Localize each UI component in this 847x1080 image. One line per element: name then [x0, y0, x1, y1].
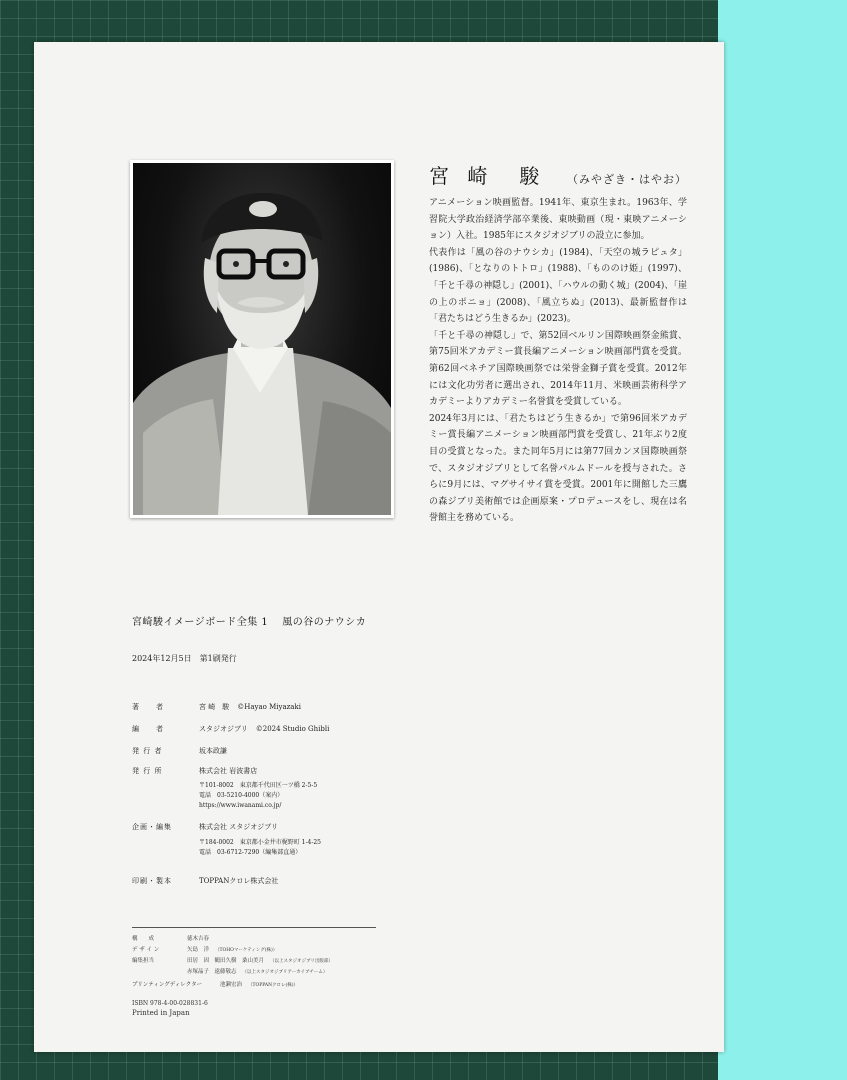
bio-header — [429, 160, 687, 189]
phone-line: 電話 03-6712-7290（編集部直通） — [199, 849, 302, 856]
credit-label: 発 行 者 — [132, 747, 163, 755]
author-bio — [429, 160, 687, 527]
staff-label: プリンティングディレクター — [132, 982, 203, 988]
book-page — [34, 42, 724, 1052]
staff-value: 赤塚晶子 遠藤敬志 — [187, 969, 237, 975]
staff-note: （以上スタジオジブリアーカイブチーム） — [242, 970, 328, 975]
credit-value: TOPPANクロレ株式会社 — [199, 877, 279, 885]
divider — [132, 927, 376, 928]
series-title: 宮崎駿イメージボード全集 1 — [132, 617, 269, 628]
credit-value: 株式会社 スタジオジブリ — [199, 823, 278, 831]
staff-note: （TOPPANクロレ(株)） — [248, 983, 299, 988]
phone-line: 電話 03-5210-4000（案内） — [199, 792, 284, 799]
credit-label: 印刷・製本 — [132, 877, 172, 885]
volume-title: 風の谷のナウシカ — [282, 617, 367, 628]
author-portrait — [130, 160, 394, 518]
colophon-book-title — [132, 613, 366, 628]
staff-label: デ ザ イ ン — [132, 947, 160, 953]
credit-label: 著 者 — [132, 703, 164, 711]
staff-value: 田居 因 鶴田久樹 桑山美月 — [187, 958, 265, 964]
credit-value: 坂本政謙 — [199, 747, 227, 755]
printed-in: Printed in Japan — [132, 1009, 190, 1017]
credit-value: スタジオジブリ — [199, 725, 248, 733]
publication-date-value: 2024年12月5日 — [132, 654, 192, 663]
credit-extra: ©2024 Studio Ghibli — [255, 725, 330, 733]
credit-value: 株式会社 岩波書店 — [199, 767, 258, 775]
author-name: 宮 崎 駿 — [429, 164, 546, 188]
portrait-illustration — [133, 163, 391, 515]
staff-value: 矢島 洋 — [187, 947, 210, 953]
credit-label: 発 行 所 — [132, 767, 163, 775]
publication-date — [132, 653, 237, 664]
staff-label: 編集担当 — [132, 958, 155, 964]
staff-value: 徳木吉春 — [187, 936, 210, 942]
ghibli-address — [199, 838, 321, 858]
bio-paragraph-1: アニメーション映画監督。1941年、東京生まれ。1963年、学習院大学政治経済学部卒業後、東映動画（現・東映アニメーション）入社。1985年にスタジオジブリの設立に参加。 — [429, 198, 687, 242]
staff-note: （TOHOマーケティング(株)） — [215, 948, 278, 953]
staff-note: （以上スタジオジブリ出版部） — [270, 959, 333, 964]
author-name-reading: （みやざき・はやお） — [567, 173, 687, 186]
staff-value: 池瀬宏治 — [220, 982, 243, 988]
background-board — [718, 0, 847, 1080]
credit-value: 宮 崎 駿 — [199, 703, 230, 711]
address-line: 〒184-0002 東京都小金井市梶野町 1-4-25 — [199, 839, 321, 846]
bio-paragraph-2: 代表作は「風の谷のナウシカ」(1984)、「天空の城ラピュタ」(1986)、「となりのトトロ」(1988)、「もののけ姫」(1997)、「千と千尋の神隠し」(2001)、「ハウルの動く城」(2004)、「崖の上のポニョ」(2008)、「風立ちぬ」(2013)、最新監督作は「君たちはどう生きるか」(2023)。 — [429, 247, 687, 325]
website-link: https://www.iwanami.co.jp/ — [199, 802, 282, 809]
bio-paragraph-4: 2024年3月には、「君たちはどう生きるか」で第96回米アカデミー賞長編アニメーション映画部門賞を受賞し、21年ぶり2度目の受賞となった。また同年5月には第77回カンヌ国際映画祭で、スタジオジブリとして名誉パルムドールを授与された。さらに9月には、マグサイサイ賞を受賞。2001年に開館した三鷹の森ジブリ美術館では企画原案・プロデュースをし、現在は名誉館主を務めている。 — [429, 413, 687, 524]
bio-paragraph-3: 「千と千尋の神隠し」で、第52回ベルリン国際映画祭金熊賞、第75回米アカデミー賞長編アニメーション映画部門賞を受賞。第62回ベネチア国際映画祭では栄誉金獅子賞を受賞。2012年には文化功労者に選出され、2014年11月、米映画芸術科学アカデミーよりアカデミー名誉賞を受賞している。 — [429, 330, 687, 408]
isbn: ISBN 978-4-00-028831-6 — [132, 1000, 208, 1007]
credit-label: 編 者 — [132, 725, 164, 733]
credit-extra: ©Hayao Miyazaki — [237, 703, 301, 711]
iwanami-address — [199, 781, 317, 811]
address-line: 〒101-8002 東京都千代田区一ツ橋 2-5-5 — [199, 782, 318, 789]
edition-label: 第1刷発行 — [199, 654, 237, 663]
staff-label: 構 成 — [132, 936, 155, 942]
credit-label: 企画・編集 — [132, 823, 172, 831]
